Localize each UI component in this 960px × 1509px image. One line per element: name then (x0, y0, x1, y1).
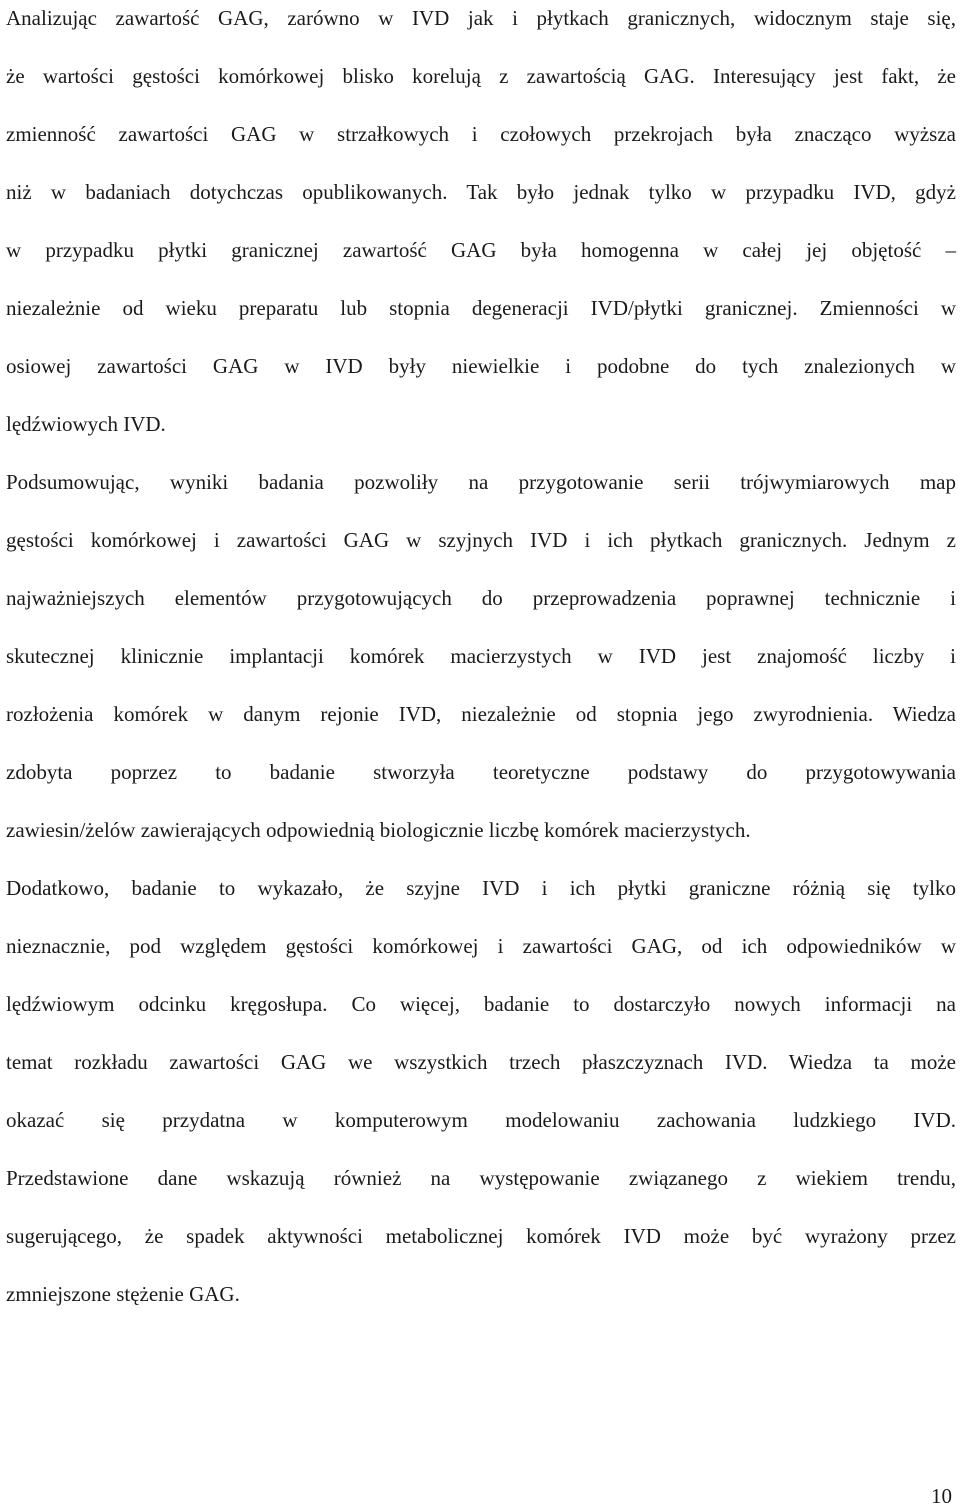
text-line: najważniejszych elementów przygotowujących do przeprowadzenia poprawnej technicznie i (6, 586, 956, 610)
text-line: Dodatkowo, badanie to wykazało, że szyjne IVD i ich płytki graniczne różnią się tylko (6, 876, 956, 900)
text-line: temat rozkładu zawartości GAG we wszystkich trzech płaszczyznach IVD. Wiedza ta może (6, 1050, 956, 1074)
text-line: okazać się przydatna w komputerowym modelowaniu zachowania ludzkiego IVD. (6, 1108, 956, 1132)
text-line: gęstości komórkowej i zawartości GAG w szyjnych IVD i ich płytkach granicznych. Jednym z (6, 528, 956, 552)
text-line: Analizując zawartość GAG, zarówno w IVD jak i płytkach granicznych, widocznym staje się, (6, 6, 956, 30)
page-number: 10 (931, 1484, 952, 1508)
text-line: zdobyta poprzez to badanie stworzyła teoretyczne podstawy do przygotowywania (6, 760, 956, 784)
text-line: osiowej zawartości GAG w IVD były niewielkie i podobne do tych znalezionych w (6, 354, 956, 378)
text-line: skutecznej klinicznie implantacji komórek macierzystych w IVD jest znajomość liczby i (6, 644, 956, 668)
text-line: sugerującego, że spadek aktywności metabolicznej komórek IVD może być wyrażony przez (6, 1224, 956, 1248)
text-line: że wartości gęstości komórkowej blisko korelują z zawartością GAG. Interesujący jest fakt, że (6, 64, 956, 88)
text-line: zawiesin/żelów zawierających odpowiednią biologicznie liczbę komórek macierzystych. (6, 818, 751, 842)
text-line: nieznacznie, pod względem gęstości komórkowej i zawartości GAG, od ich odpowiedników w (6, 934, 956, 958)
text-line: niż w badaniach dotychczas opublikowanych. Tak było jednak tylko w przypadku IVD, gdyż (6, 180, 956, 204)
text-line: rozłożenia komórek w danym rejonie IVD, niezależnie od stopnia jego zwyrodnienia. Wiedza (6, 702, 956, 726)
text-line: Przedstawione dane wskazują również na występowanie związanego z wiekiem trendu, (6, 1166, 956, 1190)
text-line: zmienność zawartości GAG w strzałkowych i czołowych przekrojach była znacząco wyższa (6, 122, 956, 146)
text-line: zmniejszone stężenie GAG. (6, 1282, 240, 1306)
body-text (6, 0, 956, 1334)
text-line: w przypadku płytki granicznej zawartość GAG była homogenna w całej jej objętość – (6, 238, 956, 262)
text-line: niezależnie od wieku preparatu lub stopnia degeneracji IVD/płytki granicznej. Zmienności w (6, 296, 956, 320)
text-line: Podsumowując, wyniki badania pozwoliły na przygotowanie serii trójwymiarowych map (6, 470, 956, 494)
text-line: lędźwiowych IVD. (6, 412, 166, 436)
text-line: lędźwiowym odcinku kręgosłupa. Co więcej, badanie to dostarczyło nowych informacji na (6, 992, 956, 1016)
